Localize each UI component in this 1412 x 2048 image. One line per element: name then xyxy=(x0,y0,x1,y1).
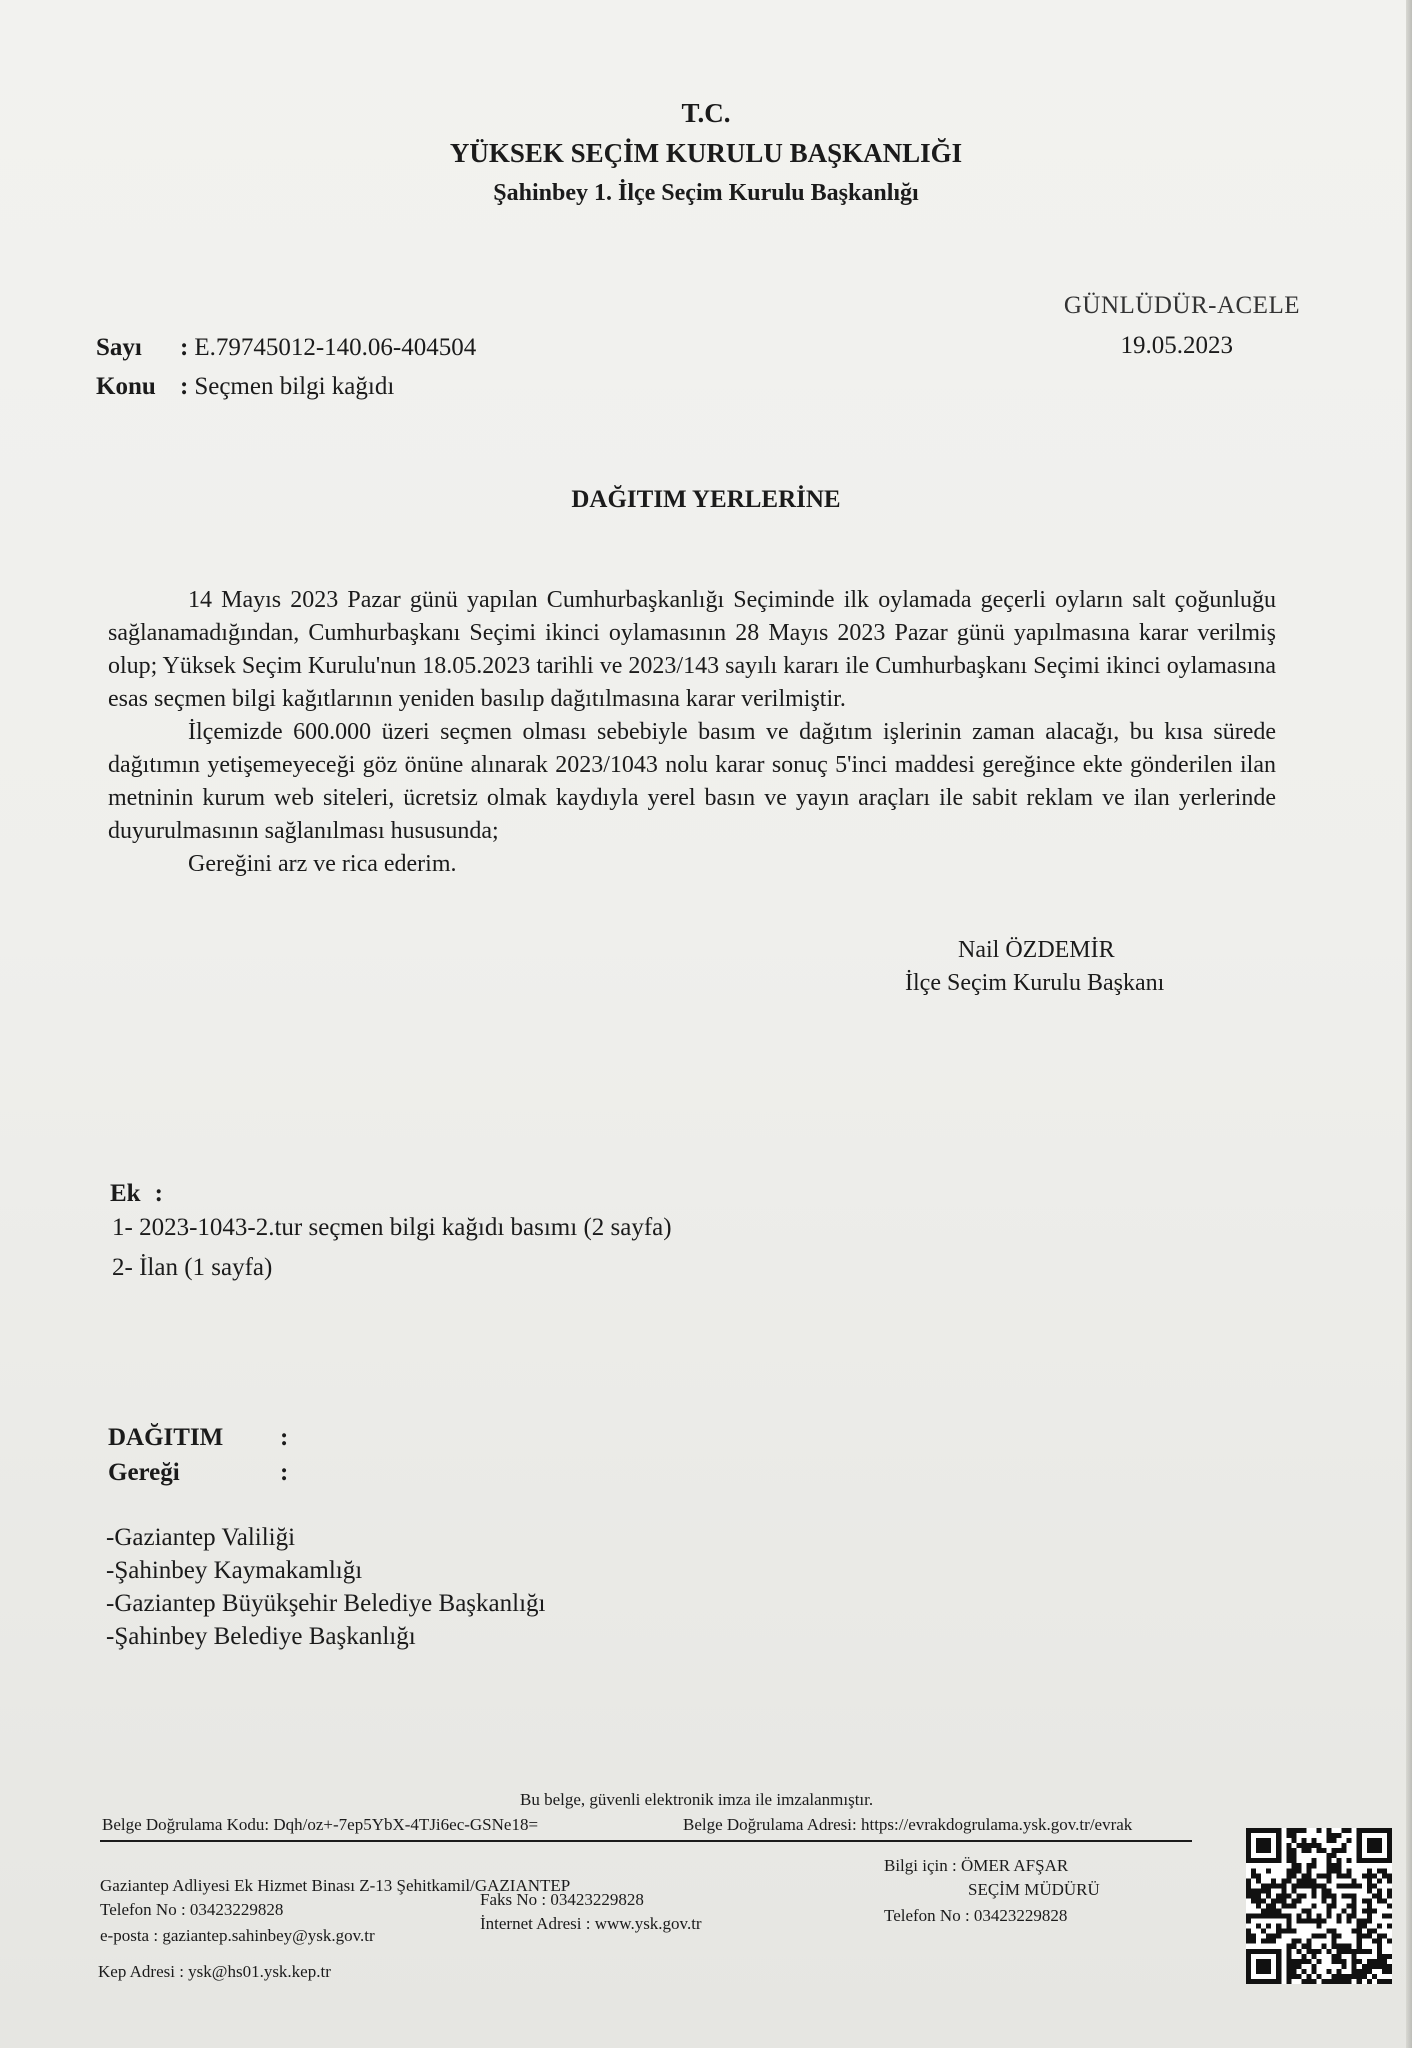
konu-value: Seçmen bilgi kağıdı xyxy=(194,373,395,400)
konu-label: Konu xyxy=(96,373,156,400)
header-tc: T.C. xyxy=(681,98,731,128)
konu-row: Konu : Seçmen bilgi kağıdı xyxy=(96,373,395,400)
footer-info-title: SEÇİM MÜDÜRÜ xyxy=(968,1880,1100,1899)
esign-note: Bu belge, güvenli elektronik imza ile imzalanmıştır. xyxy=(520,1790,874,1809)
body-paragraph-3: Gereğini arz ve rica ederim. xyxy=(188,851,457,877)
signer-title: İlçe Seçim Kurulu Başkanı xyxy=(905,970,1165,996)
footer-fax: Faks No : 03423229828 xyxy=(480,1890,644,1909)
sayi-value: E.79745012-140.06-404504 xyxy=(194,334,477,361)
qr-code xyxy=(1246,1828,1392,1984)
verify-code: Belge Doğrulama Kodu: Dqh/oz+-7ep5YbX-4TJi6ec-GSNe18= xyxy=(102,1815,539,1834)
footer-address: Gaziantep Adliyesi Ek Hizmet Binası Z-13 Şehitkamil/GAZIANTEP xyxy=(100,1876,571,1895)
footer-kep: Kep Adresi : ysk@hs01.ysk.kep.tr xyxy=(98,1962,331,1981)
body-paragraph-1: 14 Mayıs 2023 Pazar günü yapılan Cumhurbaşkanlığı Seçiminde ilk oylamada geçerli oyların salt çoğunluğu sağlanamadığından, Cumhurbaşkanı Seçimi ikinci oylamasının 28 Mayıs 2023 Pazar günü yapılmasına karar verilmiş olup; Yüksek Seçim Kurulu'nun 18.05.2023 tarihli ve 2023/143 sayılı kararı ile Cumhurbaşkanı Seçimi ikinci oylamasına esas seçmen bilgi kağıtlarının yeniden basılıp dağıtılmasına karar verilmiştir. xyxy=(108,587,1276,712)
document-page: T.C. YÜKSEK SEÇİM KURULU BAŞKANLIĞI Şahinbey 1. İlçe Seçim Kurulu Başkanlığı GÜNLÜDÜR-ACELE 19.05.2023 Sayı : E.79745012-140.06-404504 Konu : Seçmen bilgi kağıdı DAĞITIM YERLERİNE 14 Mayıs 2023 Pazar günü yapılan Cumhurbaşkanlığı Seçiminde ilk oylamada geçerli oyların salt çoğunluğu sağlanamadığından, Cumhurbaşkanı Seçimi ikinci oylamasının 28 Mayıs 2023 Pazar günü yapılmasına karar verilmiş olup; Yüksek Seçim Kurulu'nun 18.05.2023 tarihli ve 2023/143 sayılı kararı ile Cumhurbaşkanı Seçimi ikinci oylamasına esas seçmen bilgi kağıtlarının yeniden basılıp dağıtılmasına karar verilmiştir. İlçemizde 600.000 üzeri seçmen olması sebebiyle basım ve dağıtım işlerinin zaman alacağı, bu kısa sürede dağıtımın yetişemeyeceği göz önüne alınarak 2023/1043 nolu karar sonuç 5'inci maddesi gereğince ekte gönderilen ilan metninin kurum web siteleri, ücretsiz olmak kaydıyla yerel basın ve yayın araçları ile sabit reklam ve ilan yerlerinde duyurulmasının sağlanılması hususunda; Gereğini arz ve rica ederim. Nail ÖZDEMİR İlçe Seçim Kurulu Başkanı Ek : 1- 2023-1043-2.tur seçmen bilgi kağıdı basımı (2 sayfa) 2- İlan (1 sayfa) DAĞITIM : Gereği : -Gaziantep Valiliği -Şahinbey Kaymakamlığı -Gaziantep Büyükşehir Belediye Başkanlığı -Şahinbey Belediye Başkanlığı Bu belge, güvenli elektronik imza ile imzalanmıştır. Belge Doğrulama Kodu: Dqh/oz+-7ep5YbX-4TJi6ec-GSNe18= Belge Doğrulama Adresi: https://evrakdogrulama.ysk.gov.tr/evrak Gaziantep Adliyesi Ek Hizmet Binası Z-13 Şehitkamil/GAZIANTEP Telefon No : 03423229828 e-posta : gaziantep.sahinbey@ysk.gov.tr Faks No : 03423229828 İnternet Adresi : www.ysk.gov.tr Bilgi için : ÖMER AFŞAR SEÇİM MÜDÜRÜ Telefon No : 03423229828 Kep Adresi : ysk@hs01.ysk.kep.tr xyxy=(0,0,1412,2048)
document-date: 19.05.2023 xyxy=(1120,332,1233,359)
signer-name: Nail ÖZDEMİR xyxy=(958,937,1115,963)
footer-web: İnternet Adresi : www.ysk.gov.tr xyxy=(480,1914,702,1933)
letter-body xyxy=(108,584,1276,881)
footer-info-phone: Telefon No : 03423229828 xyxy=(884,1906,1068,1925)
annex-label: Ek xyxy=(110,1180,141,1207)
sayi-label: Sayı xyxy=(96,334,142,361)
footer-divider xyxy=(100,1840,1192,1842)
footer-email: e-posta : gaziantep.sahinbey@ysk.gov.tr xyxy=(100,1926,375,1945)
footer-phone: Telefon No : 03423229828 xyxy=(100,1900,284,1919)
gereği-label: Gereği xyxy=(108,1459,180,1486)
annex-label-row: Ek : xyxy=(110,1180,163,1207)
header-unit: Şahinbey 1. İlçe Seçim Kurulu Başkanlığı xyxy=(493,180,919,206)
sayi-row: Sayı : E.79745012-140.06-404504 xyxy=(96,334,477,361)
urgency-label: GÜNLÜDÜR-ACELE xyxy=(1063,292,1300,319)
distribution-item: -Şahinbey Belediye Başkanlığı xyxy=(106,1623,416,1650)
annex-item: 2- İlan (1 sayfa) xyxy=(112,1254,273,1281)
body-paragraph-2: İlçemizde 600.000 üzeri seçmen olması sebebiyle basım ve dağıtım işlerinin zaman alacağı, bu kısa sürede dağıtımın yetişemeyeceği göz önüne alınarak 2023/1043 nolu karar sonuç 5'inci maddesi gereğince ekte gönderilen ilan metninin kurum web siteleri, ücretsiz olmak kaydıyla yerel basın ve yayın araçları ile sabit reklam ve ilan yerlerinde duyurulmasının sağlanılması hususunda; xyxy=(108,719,1276,844)
recipients-title: DAĞITIM YERLERİNE xyxy=(571,486,841,513)
verify-address: Belge Doğrulama Adresi: https://evrakdogrulama.ysk.gov.tr/evrak xyxy=(683,1815,1133,1834)
distribution-item: -Gaziantep Valiliği xyxy=(106,1524,296,1551)
header-institution: YÜKSEK SEÇİM KURULU BAŞKANLIĞI xyxy=(449,138,963,168)
distribution-item: -Şahinbey Kaymakamlığı xyxy=(106,1557,363,1584)
annex-item: 1- 2023-1043-2.tur seçmen bilgi kağıdı basımı (2 sayfa) xyxy=(112,1214,672,1241)
distribution-item: -Gaziantep Büyükşehir Belediye Başkanlığı xyxy=(106,1590,546,1617)
footer-info: Bilgi için : ÖMER AFŞAR xyxy=(884,1856,1069,1875)
distribution-label: DAĞITIM xyxy=(108,1424,224,1451)
